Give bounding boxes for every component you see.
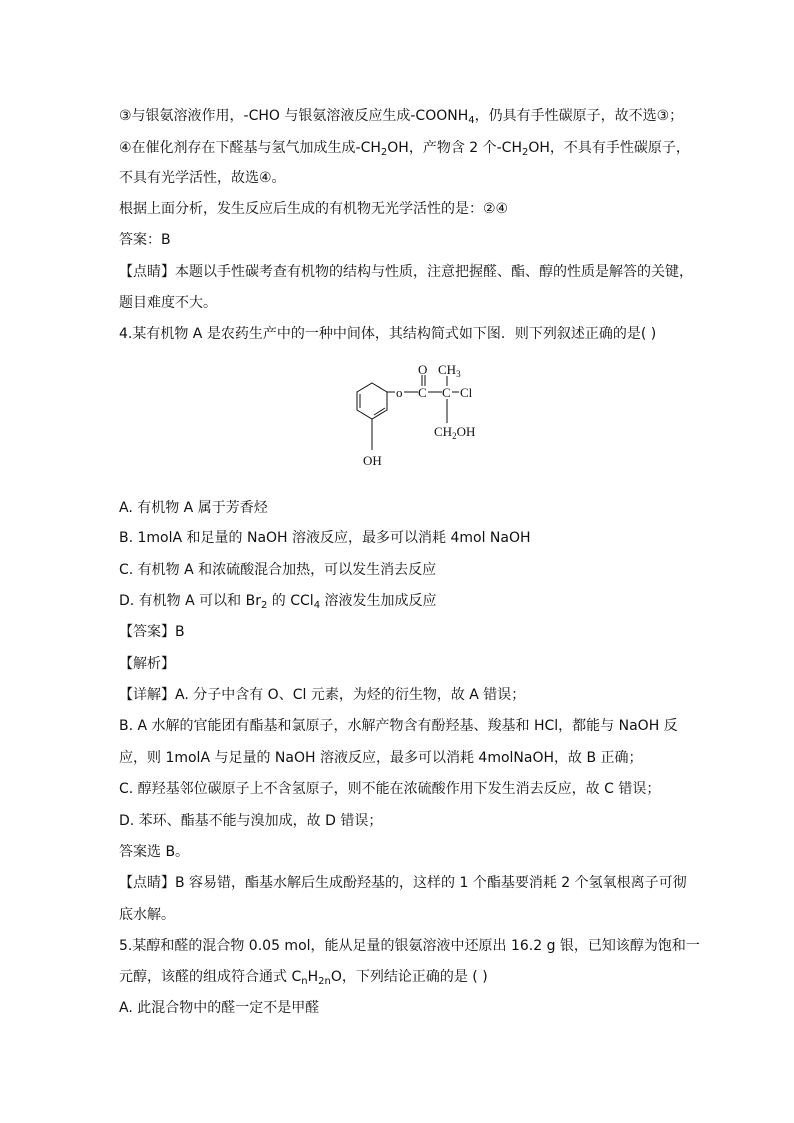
analysis-heading: 【解析】 xyxy=(119,656,175,672)
comment-line: 【点睛】B 容易错，酯基水解后生成酚羟基的，这样的 1 个酯基要消耗 2 个氢氧根离子可彻 xyxy=(119,875,687,891)
phenol-oh-label: OH xyxy=(363,453,382,468)
detail-line: 应，则 1molA 与足量的 NaOH 溶液反应，最多可以消耗 4molNaOH，故 B 正确； xyxy=(119,750,643,766)
benzene-ring xyxy=(357,383,387,419)
comment-line: 底水解。 xyxy=(119,907,175,923)
answer-heading: 【答案】B xyxy=(119,624,185,640)
detail-line: C. 醇羟基邻位碳原子上不含氢原子，则不能在浓硫酸作用下发生消去反应，故 C 错误； xyxy=(119,781,661,797)
question-5: 元醇，该醛的组成符合通式 $C_nH_{2n}O$，下列结论正确的是 ( ) xyxy=(119,969,488,987)
answer-line: 答案选 B。 xyxy=(119,844,190,860)
question-4: 4.某有机物 A 是农药生产中的一种中间体，其结构简式如下图．则下列叙述正确的是( ) xyxy=(119,326,657,342)
chlorine-label: Cl xyxy=(460,385,473,400)
comment-line: 【点睛】本题以手性碳考查有机物的结构与性质，注意把握醛、酯、醇的性质是解答的关键， xyxy=(119,264,693,280)
detail-line: D. 苯环、酯基不能与溴加成，故 D 错误； xyxy=(119,813,383,829)
hydroxymethyl-label: $CH_2OH$ xyxy=(434,424,476,441)
detail-line: B. A 水解的官能团有酯基和氯原子，水解产物含有酚羟基、羧基和 HCl，都能与 NaOH 反 xyxy=(119,718,678,734)
ester-oxygen-label: o xyxy=(396,385,403,400)
carbonyl-carbon-label: C xyxy=(418,385,427,400)
detail-line: 【详解】A. 分子中含有 O、Cl 元素，为烃的衍生物，故 A 错误； xyxy=(119,687,526,703)
text-line: ③与银氨溶液作用，-CHO 与银氨溶液反应生成$-COONH_4$，仍具有手性碳原子，故不选③； xyxy=(119,108,684,126)
chiral-carbon-label: C xyxy=(442,385,451,400)
text-line: 根据上面分析，发生反应后生成的有机物无光学活性的是：②④ xyxy=(119,201,509,217)
option-a: A. 有机物 A 属于芳香烃 xyxy=(119,500,268,516)
option-d: D. 有机物 A 可以和 $Br_2$ 的 CCl$_4$ 溶液发生加成反应 xyxy=(119,593,437,611)
carbonyl-oxygen-label: O xyxy=(418,362,428,377)
text-line: 题目难度不大。 xyxy=(119,295,217,311)
question-5: 5.某醇和醛的混合物 0.05 mol，能从足量的银氨溶液中还原出 16.2 g 银，已知该醇为饱和一 xyxy=(119,938,700,954)
text-line: 不具有光学活性，故选④。 xyxy=(119,170,286,186)
option-c: C. 有机物 A 和浓硫酸混合加热，可以发生消去反应 xyxy=(119,562,437,578)
answer-line: 答案：B xyxy=(119,232,171,248)
text-line: ④在催化剂存在下醛基与氢气加成生成$-CH_2OH$，产物含 2 个$-CH_2OH$，不具有手性碳原子， xyxy=(119,140,690,158)
methyl-label: $CH_3$ xyxy=(438,362,461,379)
option-b: B. 1molA 和足量的 NaOH 溶液反应，最多可以消耗 4mol NaOH xyxy=(119,530,531,546)
option-a: A. 此混合物中的醛一定不是甲醛 xyxy=(119,1000,320,1016)
structure-diagram xyxy=(350,362,480,477)
